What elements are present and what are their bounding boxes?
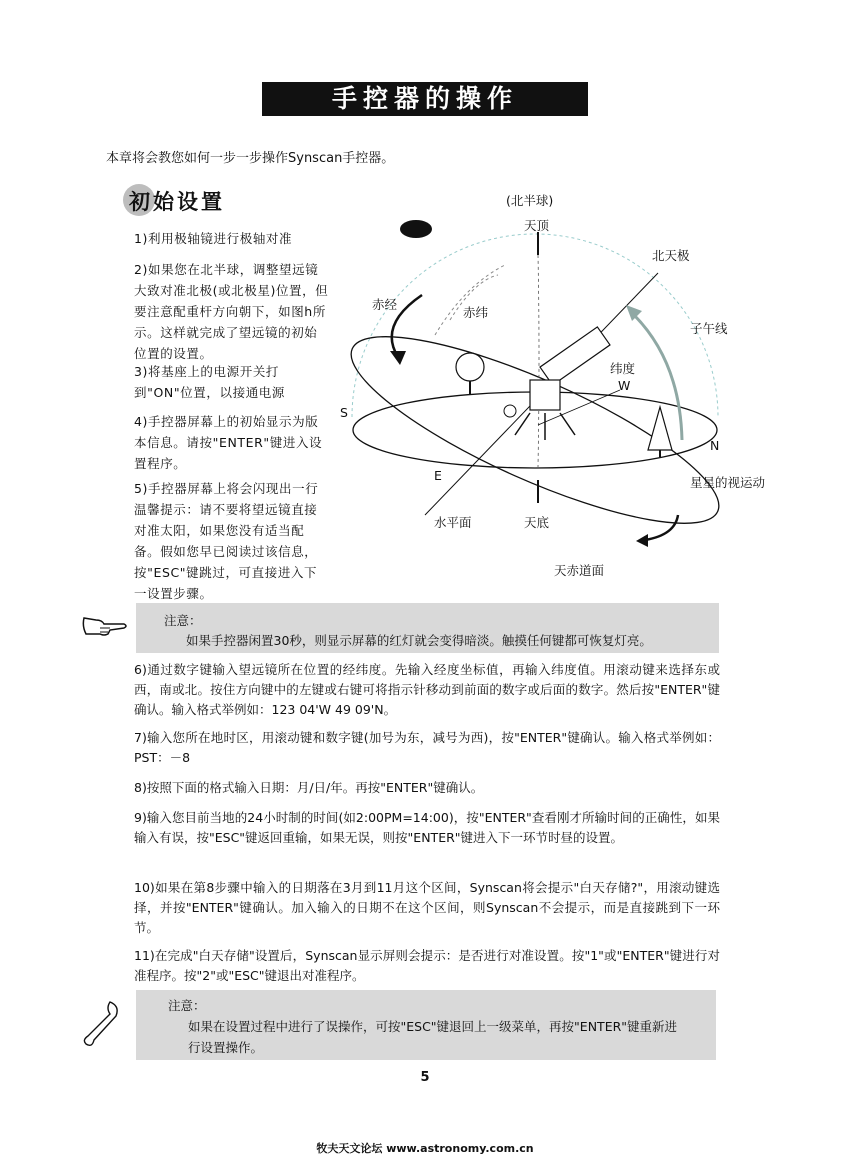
equator-arrow (645, 515, 678, 540)
label-nadir: 天底 (524, 515, 550, 530)
label-zenith: 天顶 (524, 218, 550, 233)
section-title: 初始设置 (129, 190, 225, 214)
paragraph-7: 7)输入您所在地时区，用滚动键和数字键(加号为东，减号为西)，按"ENTER"键确认。输入格式举例如：PST：－8 (134, 730, 720, 765)
pointing-hand-icon (80, 612, 130, 640)
note-box-2 (136, 990, 716, 1060)
note-text: 如果在设置过程中进行了误操作，可按"ESC"键退回上一级菜单，再按"ENTER"键重新进行设置操作。 (188, 1019, 678, 1055)
tree-icon-left (456, 353, 484, 395)
step-2: 2)如果您在北半球，调整望远镜大致对准北极(或北极星)位置，但要注意配重杆方向朝下，如图h所示。这样就完成了望远镜的初始位置的设置。 (134, 262, 329, 361)
note-label: 注意： (164, 613, 202, 628)
label-west: W (618, 378, 631, 393)
label-dec: 赤纬 (463, 305, 489, 320)
paragraph-9: 9)输入您目前当地的24小时制的时间(如2:00PM=14:00)，按"ENTER"查看刚才所输时间的正确性，如果输入有误，按"ESC"键返回重输，如果无误，则按"ENTER"键进入下一环节时昼的设置。 (134, 810, 720, 845)
intro-text: 本章将会教您如何一步一步操作Synscan手控器。 (106, 151, 395, 166)
paragraph-8: 8)按照下面的格式输入日期：月/日/年。再按"ENTER"键确认。 (134, 780, 484, 795)
star-motion-arrowhead (626, 305, 642, 321)
label-south: S (340, 405, 348, 420)
label-horizon: 水平面 (434, 515, 472, 530)
label-east: E (434, 468, 442, 483)
footer-watermark: 牧夫天文论坛 www.astronomy.com.cn (316, 1142, 534, 1155)
paragraph-11: 11)在完成"白天存储"设置后，Synscan显示屏则会提示：是否进行对准设置。按"1"或"ENTER"键进行对准程序。按"2"或"ESC"键退出对准程序。 (134, 948, 720, 983)
wrench-icon (80, 998, 122, 1050)
note-box-1 (136, 603, 719, 653)
meridian-line (538, 255, 539, 467)
page-number: 5 (420, 1070, 430, 1085)
page-title: 手控器的操作 (262, 82, 588, 116)
label-latitude: 纬度 (610, 361, 636, 376)
sun-marker (400, 220, 432, 238)
paragraph-10: 10)如果在第8步骤中输入的日期落在3月到11月这个区间，Synscan将会提示"白天存储?"，用滚动键选择，并按"ENTER"键确认。加入输入的日期不在这个区间，则Synscan不会提示，而是直接跳到下一环节。 (134, 880, 720, 935)
label-equator: 天赤道面 (554, 563, 605, 578)
tree-icon-right (648, 407, 672, 457)
note-label: 注意： (168, 998, 206, 1013)
paragraph-6: 6)通过数字键输入望远镜所在位置的经纬度。先输入经度坐标值，再输入纬度值。用滚动键来选择东或西，南或北。按住方向键中的左键或右键可将指示针移动到前面的数字或后面的数字。然后按"ENTER"键确认。输入格式举例如：123 04'W 49 09'N。 (134, 662, 720, 717)
label-star-motion: 星星的视运动 (690, 475, 766, 490)
note-text: 如果手控器闲置30秒，则显示屏幕的红灯就会变得暗淡。触摸任何键都可恢复灯亮。 (186, 633, 652, 648)
step-1: 1)利用极轴镜进行极轴对准 (134, 231, 293, 246)
celestial-sphere-diagram (330, 185, 790, 585)
label-ra: 赤经 (372, 297, 398, 312)
label-north: N (710, 438, 720, 453)
telescope-icon (504, 327, 610, 440)
step-5: 5)手控器屏幕上将会闪现出一行温馨提示：请不要将望远镜直接对准太阳，如果您没有适当配备。假如您早已阅读过该信息，按"ESC"键跳过，可直接进入下一设置步骤。 (134, 481, 319, 601)
label-meridian: 子午线 (690, 321, 728, 336)
label-north-pole: 北天极 (652, 248, 690, 263)
step-3: 3)将基座上的电源开关打到"ON"位置，以接通电源 (134, 364, 285, 400)
step-4: 4)手控器屏幕上的初始显示为版本信息。请按"ENTER"键进入设置程序。 (134, 414, 323, 471)
label-hemisphere: (北半球) (506, 193, 554, 208)
